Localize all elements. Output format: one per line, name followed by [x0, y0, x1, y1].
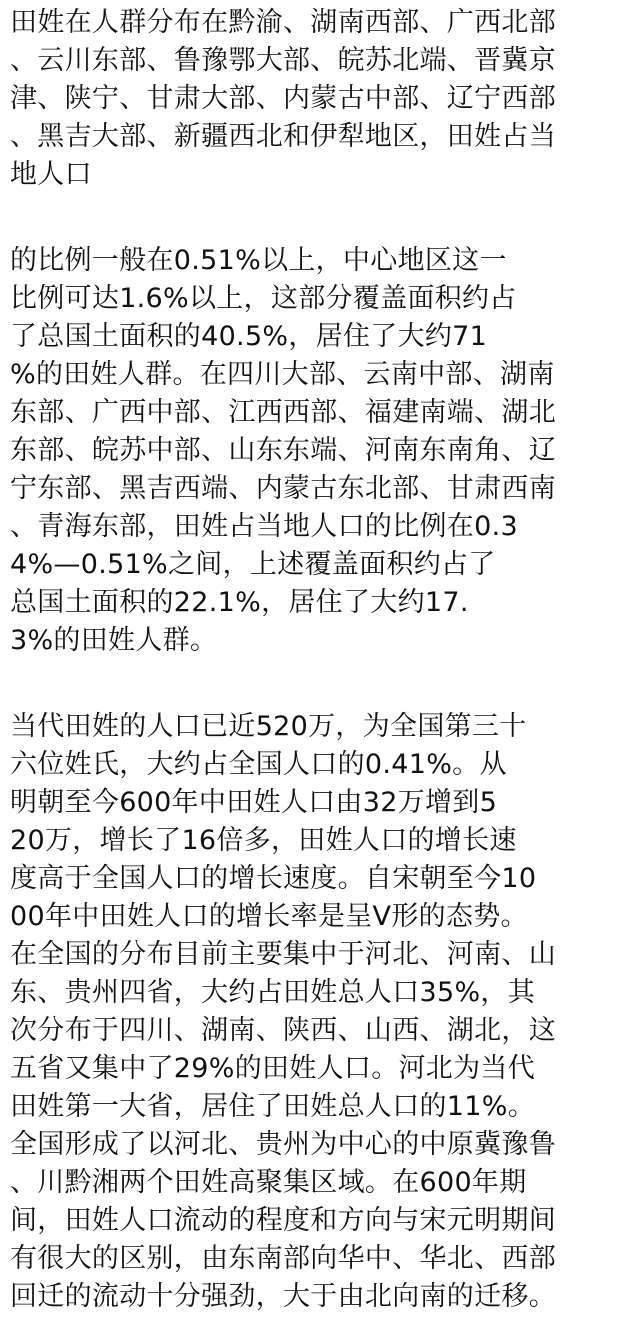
text-line: 4%—0.51%之间，上述覆盖面积约占了 — [10, 549, 496, 580]
text-line: 次分布于四川、湖南、陕西、山西、湖北，这 — [10, 1015, 556, 1046]
text-line: 在全国的分布目前主要集中于河北、河南、山 — [10, 939, 556, 970]
text-line: 的比例一般在0.51%以上，中心地区这一 — [10, 245, 507, 276]
text-line: 田姓在人群分布在黔渝、湖南西部、广西北部 — [10, 7, 556, 38]
text-line: 田姓第一大省，居住了田姓总人口的11%。 — [10, 1091, 536, 1122]
text-line: 、黑吉大部、新疆西北和伊犁地区，田姓占当 — [10, 121, 556, 152]
text-line: 比例可达1.6%以上，这部分覆盖面积约占 — [10, 283, 517, 314]
text-line: 东、贵州四省，大约占田姓总人口35%，其 — [10, 977, 536, 1008]
text-line: 20万，增长了16倍多，田姓人口的增长速 — [10, 825, 517, 856]
text-line: 总国土面积的22.1%，居住了大约17. — [10, 587, 469, 618]
text-line: 00年中田姓人口的增长率是呈V形的态势。 — [10, 901, 528, 932]
text-line: 明朝至今600年中田姓人口由32万增到5 — [10, 787, 498, 818]
text-line: 间，田姓人口流动的程度和方向与宋元明期间 — [10, 1205, 556, 1236]
text-line: 当代田姓的人口已近520万，为全国第三十 — [10, 711, 527, 742]
text-line: 3%的田姓人群。 — [10, 625, 218, 656]
text-line: %的田姓人群。在四川大部、云南中部、湖南 — [10, 359, 555, 390]
paragraph-distribution-high — [0, 4, 556, 194]
text-line: 回迁的流动十分强劲，大于由北向南的迁移。 — [10, 1281, 556, 1312]
text-line: 、川黔湘两个田姓高聚集区域。在600年期 — [10, 1167, 527, 1198]
text-line: 、云川东部、鲁豫鄂大部、皖苏北端、晋冀京 — [10, 45, 556, 76]
text-line: 地人口 — [10, 159, 92, 190]
text-line: 六位姓氏，大约占全国人口的0.41%。从 — [10, 749, 507, 780]
text-line: 有很大的区别，由东南部向华中、华北、西部 — [10, 1243, 556, 1274]
text-line: 津、陕宁、甘肃大部、内蒙古中部、辽宁西部 — [10, 83, 556, 114]
text-line: 东部、广西中部、江西西部、福建南端、湖北 — [10, 397, 556, 428]
text-line: 宁东部、黑吉西端、内蒙古东北部、甘肃西南 — [10, 473, 556, 504]
text-line: 东部、皖苏中部、山东东端、河南东南角、辽 — [10, 435, 556, 466]
text-line: 、青海东部，田姓占当地人口的比例在0.3 — [10, 511, 518, 542]
text-line: 五省又集中了29%的田姓人口。河北为当代 — [10, 1053, 536, 1084]
text-line: 了总国土面积的40.5%，居住了大约71 — [10, 321, 488, 352]
text-line: 全国形成了以河北、贵州为中心的中原冀豫鲁 — [10, 1129, 556, 1160]
paragraph-distribution-mid — [0, 242, 556, 660]
paragraph-population-history — [0, 708, 556, 1316]
text-line: 度高于全国人口的增长速度。自宋朝至今10 — [10, 863, 537, 894]
